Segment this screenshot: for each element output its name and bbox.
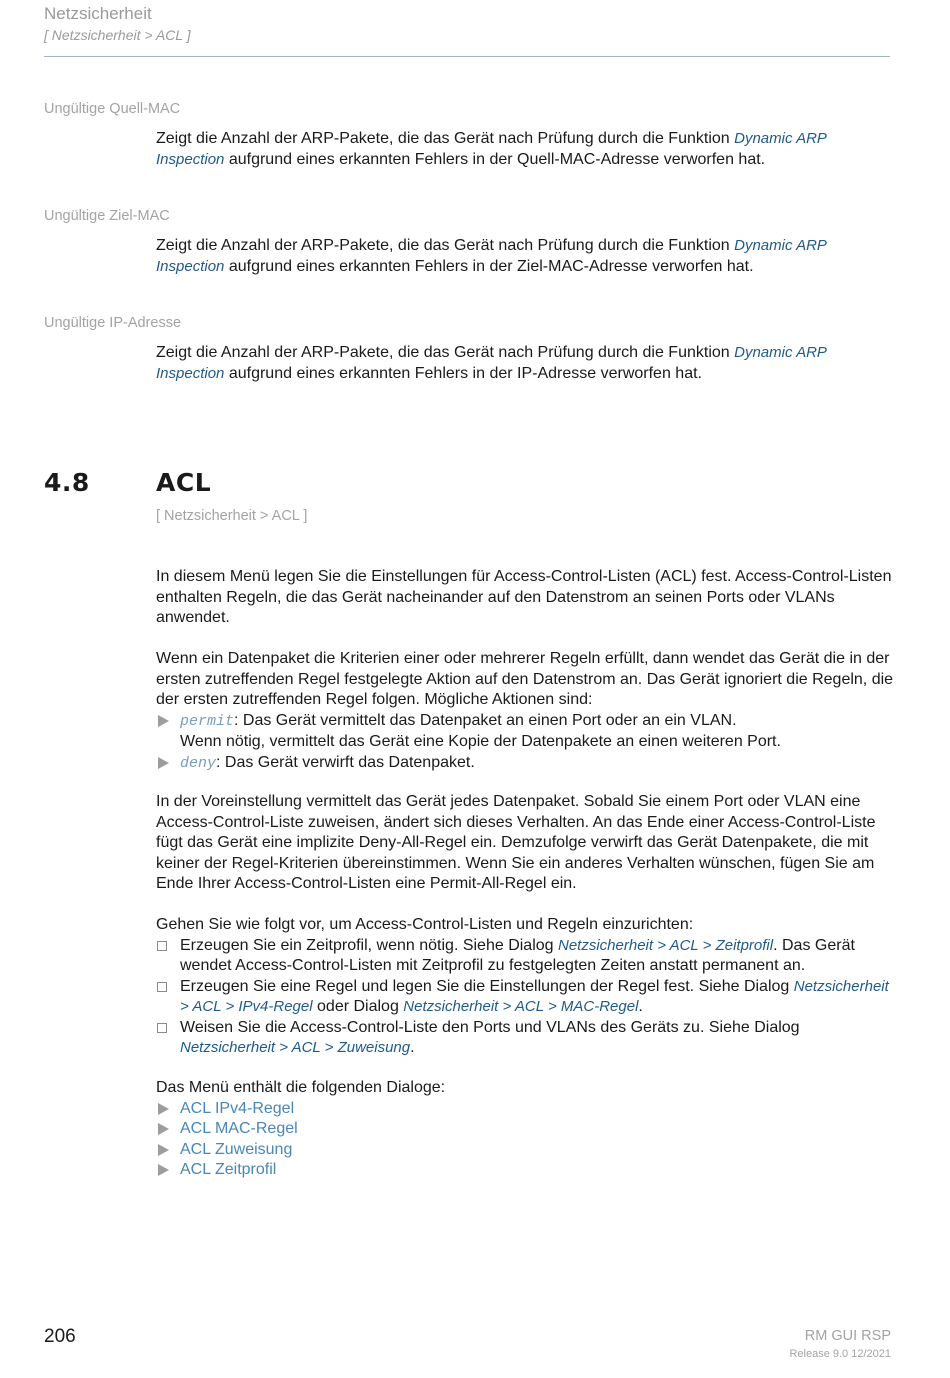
step-text: . Das Gerät wendet Access-Control-Listen mit Zeitprofil zu festgelegten Zeiten anstatt permanent an. <box>180 936 855 974</box>
zuweisung-dialog-link[interactable]: Netzsicherheit > ACL > Zuweisung <box>180 1039 411 1056</box>
header-divider <box>44 56 890 57</box>
setup-step-2 <box>156 977 896 1018</box>
section-number: 4.8 <box>44 468 90 497</box>
rules-paragraph: Wenn ein Datenpaket die Kriterien einer oder mehrerer Regeln erfüllt, dann wendet das Gerät die in der ersten zutreffenden Regel festgelegte Aktion auf den Datenstrom an. Das Gerät ignoriert die Regeln, die der ersten zutreffenden Regel folgen. Mögliche Aktionen sind: <box>156 650 894 708</box>
term-invalid-dest-mac: Ungültige Ziel-MAC <box>44 208 170 224</box>
dynamic-arp-inspection-link[interactable]: Dynamic ARP Inspection <box>156 130 827 168</box>
definition-invalid-source-mac <box>156 129 896 170</box>
acl-ipv4-regel-link[interactable]: ACL IPv4-Regel <box>180 1099 295 1117</box>
acl-mac-regel-link[interactable]: ACL MAC-Regel <box>180 1120 298 1137</box>
page-number: 206 <box>44 1326 76 1347</box>
step-text: oder Dialog <box>312 998 404 1015</box>
zeitprofil-dialog-link[interactable]: Netzsicherheit > ACL > Zeitprofil <box>558 936 774 954</box>
action-text: : Das Gerät verwirft das Datenpaket. <box>216 753 475 771</box>
action-item-permit <box>156 711 896 753</box>
step-text: Erzeugen Sie ein Zeitprofil, wenn nötig. Siehe Dialog <box>180 936 558 954</box>
step-text: . <box>638 998 643 1015</box>
menu-item-mac-regel <box>156 1119 896 1140</box>
definition-text: Zeigt die Anzahl der ARP-Pakete, die das Gerät nach Prüfung durch die Funktion <box>156 237 735 254</box>
step-text: . <box>410 1039 415 1056</box>
footer-release: Release 9.0 12/2021 <box>789 1348 891 1360</box>
bullet-triangle-icon <box>158 1164 169 1176</box>
bullet-triangle-icon <box>158 715 169 727</box>
dynamic-arp-inspection-link[interactable]: Dynamic ARP Inspection <box>156 344 827 382</box>
setup-step-1 <box>156 936 896 977</box>
bullet-triangle-icon <box>158 1103 169 1115</box>
term-invalid-ip-address: Ungültige IP-Adresse <box>44 315 182 331</box>
action-text-continued: Wenn nötig, vermittelt das Gerät eine Kopie der Datenpakete an einen weiteren Port. <box>180 733 781 750</box>
running-header-title: Netzsicherheit <box>44 4 152 23</box>
definition-invalid-dest-mac <box>156 236 896 277</box>
running-header-breadcrumb: [ Netzsicherheit > ACL ] <box>44 27 191 43</box>
section-title: ACL <box>156 468 212 497</box>
definition-text: Zeigt die Anzahl der ARP-Pakete, die das Gerät nach Prüfung durch die Funktion <box>156 344 735 361</box>
definition-text: aufgrund eines erkannten Fehlers in der Ziel-MAC-Adresse verworfen hat. <box>224 257 754 275</box>
permit-keyword: permit <box>180 712 235 730</box>
definition-text: aufgrund eines erkannten Fehlers in der Quell-MAC-Adresse verworfen hat. <box>224 150 766 168</box>
default-behaviour-paragraph: In der Voreinstellung vermittelt das Gerät jedes Datenpaket. Sobald Sie einem Port oder VLAN eine Access-Control-Liste zuweisen, ändert sich dieses Verhalten. An das Ende einer Access-Control-Liste fügt das Gerät eine implizite Deny-All-Regel ein. Demzufolge verwirft das Gerät Datenpakete, die mit keiner der Regel-Kriterien übereinstimmen. Wenn Sie ein anderes Verhalten wünschen, fügen Sie am Ende Ihrer Access-Control-Listen eine Permit-All-Regel ein. <box>156 793 876 892</box>
checkbox-icon <box>157 1023 167 1033</box>
setup-steps-intro: Gehen Sie wie folgt vor, um Access-Control-Listen und Regeln einzurichten: <box>156 916 694 933</box>
setup-steps-block <box>156 915 896 1059</box>
definition-text: Zeigt die Anzahl der ARP-Pakete, die das Gerät nach Prüfung durch die Funktion <box>156 130 735 147</box>
definition-text: aufgrund eines erkannten Fehlers in der IP-Adresse verworfen hat. <box>224 364 702 382</box>
menu-item-ipv4-regel <box>156 1099 896 1120</box>
menu-dialogs-intro: Das Menü enthält die folgenden Dialoge: <box>156 1079 446 1096</box>
rules-block <box>156 649 896 774</box>
intro-paragraph: In diesem Menü legen Sie die Einstellungen für Access-Control-Listen (ACL) fest. Access-Control-Listen enthalten Regeln, die das Gerät nacheinander auf den Datenstrom an seinen Ports oder VLANs anwendet. <box>156 568 892 626</box>
menu-item-zuweisung <box>156 1140 896 1161</box>
section-breadcrumb: [ Netzsicherheit > ACL ] <box>156 508 308 524</box>
checkbox-icon <box>157 941 167 951</box>
bullet-triangle-icon <box>158 757 169 769</box>
term-invalid-source-mac: Ungültige Quell-MAC <box>44 101 181 117</box>
ipv4-regel-dialog-link[interactable]: Netzsicherheit > ACL > IPv4-Regel <box>180 977 889 1015</box>
setup-step-3 <box>156 1018 896 1059</box>
definition-invalid-ip-address <box>156 343 896 384</box>
acl-zeitprofil-link[interactable]: ACL Zeitprofil <box>180 1161 277 1178</box>
deny-keyword: deny <box>180 754 217 772</box>
bullet-triangle-icon <box>158 1144 169 1156</box>
action-item-deny <box>156 753 896 775</box>
bullet-triangle-icon <box>158 1123 169 1135</box>
dynamic-arp-inspection-link[interactable]: Dynamic ARP Inspection <box>156 237 827 275</box>
step-text: Weisen Sie die Access-Control-Liste den Ports und VLANs des Geräts zu. Siehe Dialog <box>180 1018 800 1036</box>
step-text: Erzeugen Sie eine Regel und legen Sie die Einstellungen der Regel fest. Siehe Dialog <box>180 977 794 995</box>
mac-regel-dialog-link[interactable]: Netzsicherheit > ACL > MAC-Regel <box>403 998 639 1015</box>
checkbox-icon <box>157 982 167 992</box>
footer-doc-title: RM GUI RSP <box>804 1328 891 1344</box>
action-text: : Das Gerät vermittelt das Datenpaket an einen Port oder an ein VLAN. <box>234 711 737 729</box>
menu-item-zeitprofil <box>156 1160 896 1181</box>
menu-dialogs-block <box>156 1078 896 1181</box>
acl-zuweisung-link[interactable]: ACL Zuweisung <box>180 1140 293 1158</box>
